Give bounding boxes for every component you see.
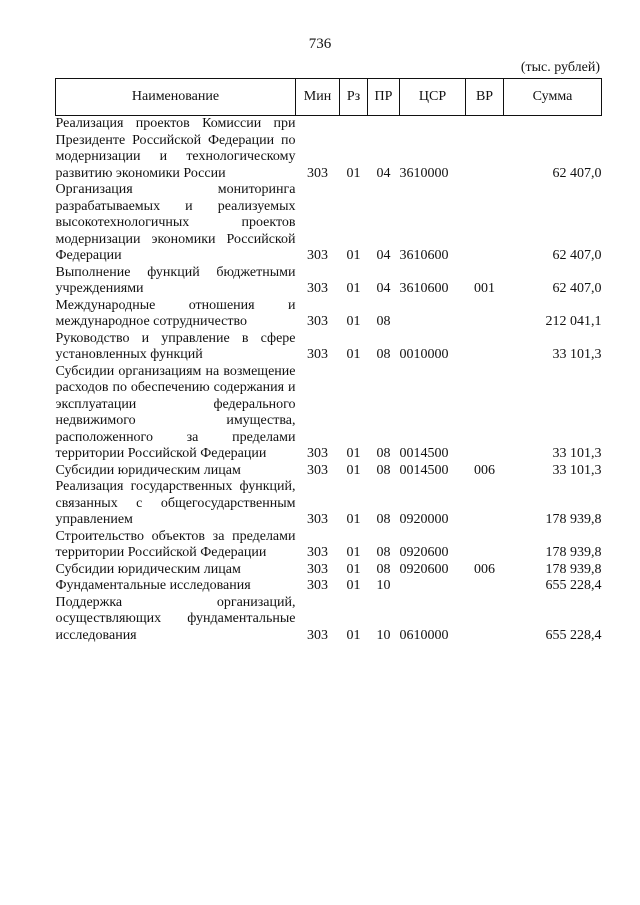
row-vr <box>466 578 504 595</box>
row-pr: 08 <box>376 512 391 527</box>
row-pr: 10 <box>376 627 391 643</box>
row-csr: 0920600 <box>399 545 449 560</box>
page-number: 736 <box>308 36 332 52</box>
row-vr <box>466 331 504 364</box>
row-pr: 04 <box>376 248 391 263</box>
row-min: 303 <box>307 561 328 577</box>
row-vr <box>466 298 504 331</box>
row-rz: 01 <box>346 627 361 643</box>
row-name: Организация мониторинга разрабатываемых и реализуемых высокотехнологичных проектов модернизации экономики Российской Федерации <box>55 182 296 263</box>
table-row <box>56 265 602 298</box>
row-pr: 10 <box>376 578 391 593</box>
row-csr: 0920000 <box>399 512 449 527</box>
row-min: 303 <box>307 446 328 461</box>
row-name: Реализация государственных функций, связанных с общегосударственным управлением <box>55 479 296 527</box>
row-vr <box>466 364 504 463</box>
row-rz: 01 <box>346 248 361 263</box>
row-csr: 3610600 <box>399 281 449 296</box>
table-row <box>56 182 602 265</box>
row-min: 303 <box>307 512 328 527</box>
row-min: 303 <box>307 281 328 296</box>
row-vr <box>466 182 504 265</box>
row-vr: 001 <box>474 281 495 296</box>
row-sum: 33 101,3 <box>552 347 602 362</box>
row-rz: 01 <box>346 561 361 577</box>
row-csr: 0010000 <box>399 347 449 362</box>
units-label: (тыс. рублей) <box>520 60 600 75</box>
row-pr: 08 <box>376 462 391 478</box>
table-row <box>56 562 602 579</box>
row-vr <box>466 529 504 562</box>
table-row <box>56 578 602 595</box>
row-name: Руководство и управление в сфере установленных функций <box>55 330 296 362</box>
row-csr: 0014500 <box>399 446 449 461</box>
row-min: 303 <box>307 462 328 478</box>
row-pr: 08 <box>376 446 391 461</box>
row-min: 303 <box>307 314 328 329</box>
row-sum: 655 228,4 <box>545 578 602 593</box>
row-min: 303 <box>307 347 328 362</box>
row-pr: 04 <box>376 165 391 181</box>
row-rz: 01 <box>346 347 361 362</box>
row-csr: 3610000 <box>399 165 449 181</box>
row-sum: 178 939,8 <box>545 561 602 577</box>
header-pr: ПР <box>368 79 400 116</box>
row-name: Международные отношения и международное сотрудничество <box>55 297 296 329</box>
row-min: 303 <box>307 248 328 263</box>
row-pr: 08 <box>376 347 391 362</box>
table-row <box>56 595 602 645</box>
row-min: 303 <box>307 627 328 643</box>
row-min: 303 <box>307 545 328 560</box>
header-min: Мин <box>296 79 340 116</box>
row-rz: 01 <box>346 314 361 329</box>
row-rz: 01 <box>346 512 361 527</box>
row-pr: 04 <box>376 281 391 296</box>
row-csr: 3610600 <box>399 248 449 263</box>
row-sum: 178 939,8 <box>545 545 602 560</box>
row-sum: 33 101,3 <box>552 462 602 478</box>
table-row <box>56 116 602 183</box>
row-vr: 006 <box>474 561 495 577</box>
row-sum: 62 407,0 <box>552 165 602 181</box>
row-name: Субсидии юридическим лицам <box>55 561 241 577</box>
row-rz: 01 <box>346 165 361 181</box>
row-min: 303 <box>307 578 328 593</box>
table-row <box>56 298 602 331</box>
header-rz: Рз <box>340 79 368 116</box>
row-csr: 0610000 <box>399 627 449 643</box>
row-csr: 0920600 <box>399 561 449 577</box>
header-row <box>56 79 602 116</box>
row-vr <box>466 116 504 183</box>
row-name: Субсидии организациям на возмещение расходов по обеспечению содержания и эксплуатации федерального недвижимого имущества, расположенного за пределами территории Российской Федерации <box>55 363 296 461</box>
row-csr <box>400 578 466 595</box>
table-row <box>56 331 602 364</box>
row-rz: 01 <box>346 578 361 593</box>
row-vr <box>466 595 504 645</box>
row-rz: 01 <box>346 545 361 560</box>
row-csr <box>400 298 466 331</box>
row-pr: 08 <box>376 561 391 577</box>
header-name: Наименование <box>56 79 296 116</box>
row-name: Строительство объектов за пределами территории Российской Федерации <box>55 528 296 560</box>
row-name: Поддержка организаций, осуществляющих фундаментальные исследования <box>55 594 296 643</box>
row-rz: 01 <box>346 446 361 461</box>
row-sum: 62 407,0 <box>552 281 602 296</box>
row-sum: 178 939,8 <box>545 512 602 527</box>
table-row <box>56 529 602 562</box>
row-csr: 0014500 <box>399 462 449 478</box>
row-sum: 655 228,4 <box>545 627 602 643</box>
row-rz: 01 <box>346 462 361 478</box>
row-vr: 006 <box>474 462 495 478</box>
table-row <box>56 479 602 529</box>
header-csr: ЦСР <box>400 79 466 116</box>
row-min: 303 <box>307 165 328 181</box>
row-pr: 08 <box>376 545 391 560</box>
header-vr: ВР <box>466 79 504 116</box>
row-sum: 62 407,0 <box>552 248 602 263</box>
row-name: Субсидии юридическим лицам <box>55 462 241 478</box>
row-pr: 08 <box>376 314 391 329</box>
row-sum: 212 041,1 <box>545 314 602 329</box>
row-name: Реализация проектов Комиссии при Президенте Российской Федерации по модернизации и технологическому развитию экономики России <box>55 116 296 181</box>
row-vr <box>466 479 504 529</box>
budget-table <box>55 78 602 644</box>
table-row <box>56 463 602 480</box>
row-rz: 01 <box>346 281 361 296</box>
row-sum: 33 101,3 <box>552 446 602 461</box>
row-name: Выполнение функций бюджетными учреждениями <box>55 264 296 296</box>
table-row <box>56 364 602 463</box>
row-name: Фундаментальные исследования <box>55 578 251 593</box>
header-sum: Сумма <box>504 79 602 116</box>
